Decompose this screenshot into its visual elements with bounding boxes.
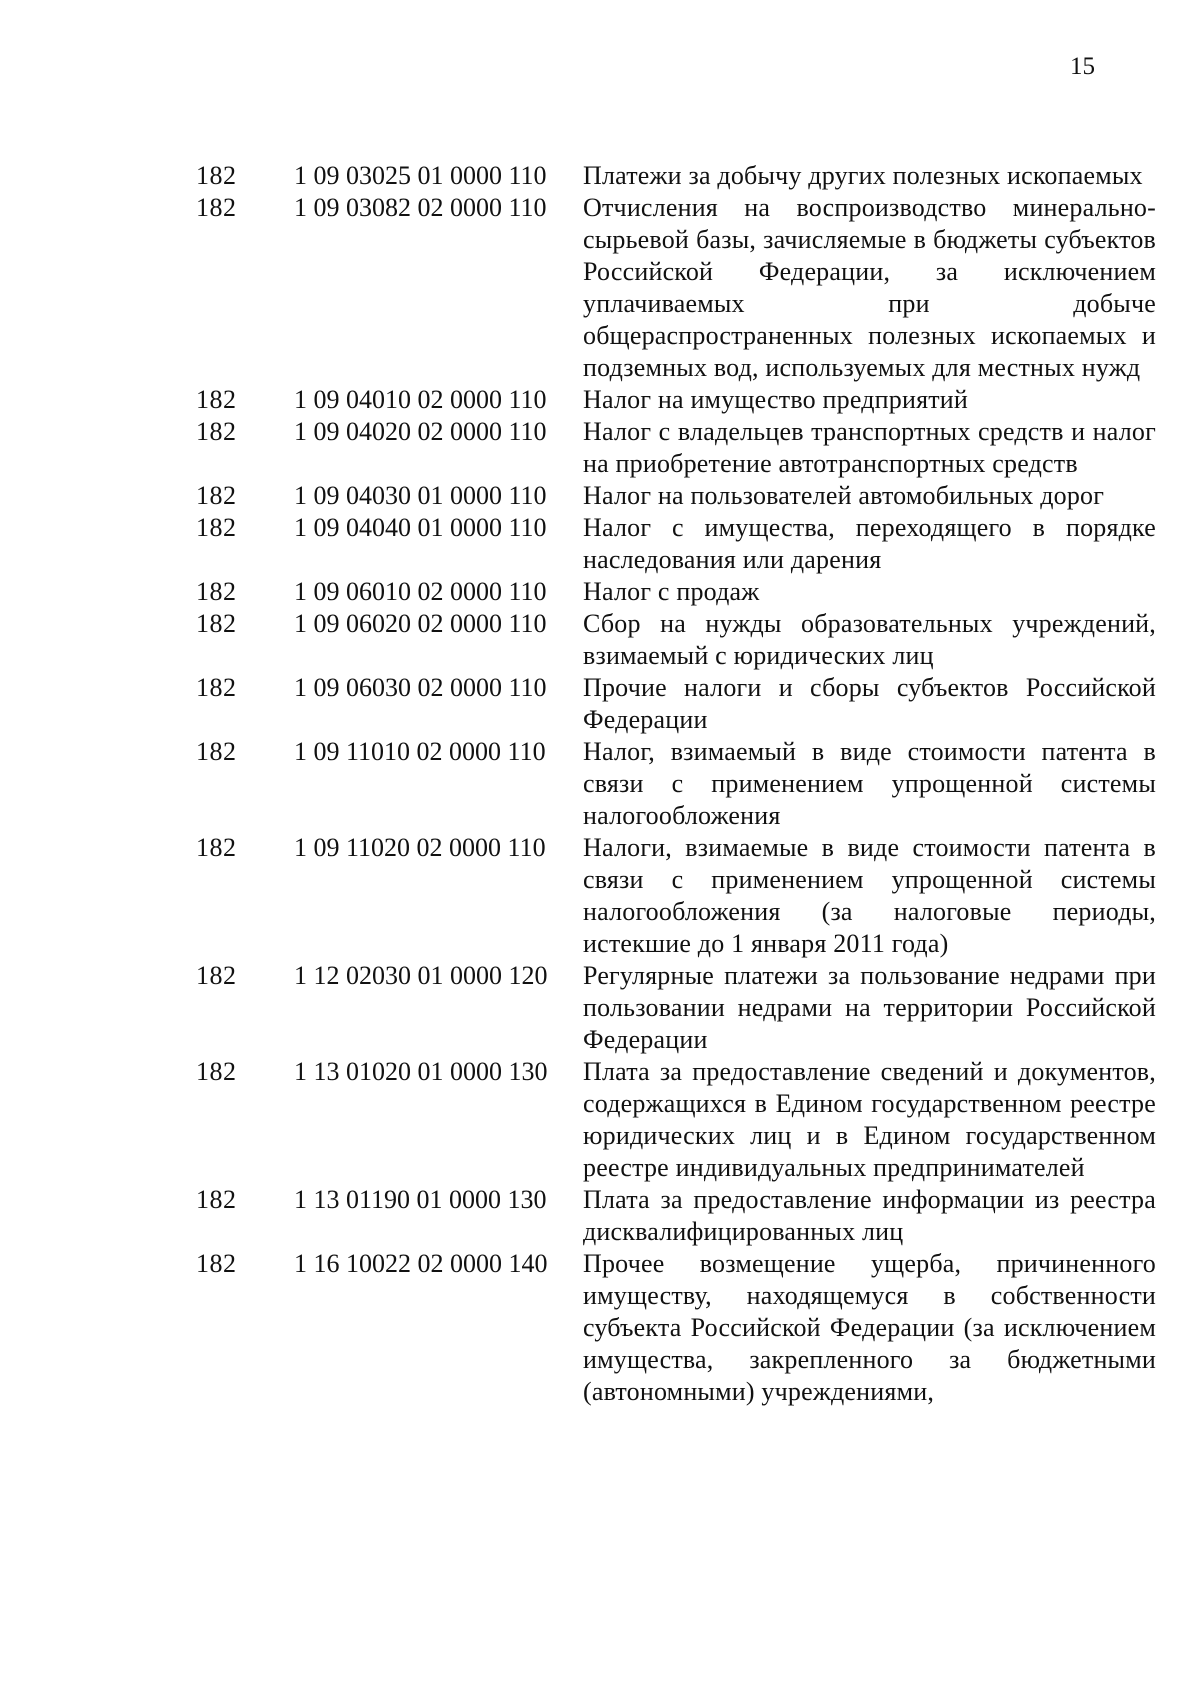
table-row: [0, 960, 1200, 1056]
admin-code: 182: [196, 161, 237, 190]
revenue-name: Плата за предоставление сведений и документов, содержащихся в Едином государственном реестре юридических лиц и в Едином государственном реестре индивидуальных предпринимателей: [583, 1057, 1156, 1182]
admin-code: 182: [196, 1057, 237, 1086]
revenue-name: Регулярные платежи за пользование недрами при пользовании недрами на территории Российской Федерации: [583, 961, 1156, 1054]
revenue-name: Платежи за добычу других полезных ископаемых: [583, 161, 1143, 190]
revenue-name: Налог с продаж: [583, 577, 760, 606]
admin-code: 182: [196, 833, 237, 862]
admin-code: 182: [196, 481, 237, 510]
table-row: [0, 832, 1200, 960]
admin-code: 182: [196, 193, 237, 222]
revenue-name: Сбор на нужды образовательных учреждений, взимаемый с юридических лиц: [583, 609, 1156, 670]
revenue-name: Прочее возмещение ущерба, причиненного имуществу, находящемуся в собственности субъекта Российской Федерации (за исключением имущества, закрепленного за бюджетными (автономными) учреждениями,: [583, 1249, 1156, 1406]
table-row: [0, 480, 1200, 512]
budget-classification-code: 1 09 04030 01 0000 110: [294, 481, 547, 510]
page-number: 15: [1070, 53, 1095, 80]
budget-classification-code: 1 16 10022 02 0000 140: [294, 1249, 548, 1278]
admin-code: 182: [196, 673, 237, 702]
revenue-name: Отчисления на воспроизводство минерально-сырьевой базы, зачисляемые в бюджеты субъектов Российской Федерации, за исключением уплачиваемых при добыче общераспространенных полезных ископаемых и подземных вод, используемых для местных нужд: [583, 193, 1156, 382]
budget-classification-code: 1 09 03025 01 0000 110: [294, 161, 547, 190]
admin-code: 182: [196, 609, 237, 638]
admin-code: 182: [196, 577, 237, 606]
admin-code: 182: [196, 1185, 237, 1214]
admin-code: 182: [196, 1249, 237, 1278]
revenue-name: Налог с владельцев транспортных средств и налог на приобретение автотранспортных средств: [583, 417, 1156, 478]
table-row: [0, 1056, 1200, 1184]
admin-code: 182: [196, 961, 237, 990]
budget-classification-code: 1 09 06020 02 0000 110: [294, 609, 547, 638]
budget-classification-code: 1 12 02030 01 0000 120: [294, 961, 548, 990]
admin-code: 182: [196, 513, 237, 542]
revenue-name: Налог на имущество предприятий: [583, 385, 969, 414]
table-row: [0, 192, 1200, 384]
budget-classification-code: 1 09 04020 02 0000 110: [294, 417, 547, 446]
table-row: [0, 608, 1200, 672]
budget-classification-code: 1 09 11010 02 0000 110: [294, 737, 546, 766]
table-row: [0, 384, 1200, 416]
table-row: [0, 416, 1200, 480]
budget-classification-code: 1 09 06030 02 0000 110: [294, 673, 547, 702]
revenue-name: Налог, взимаемый в виде стоимости патента в связи с применением упрощенной системы налогообложения: [583, 737, 1156, 830]
table-row: [0, 672, 1200, 736]
revenue-name: Плата за предоставление информации из реестра дисквалифицированных лиц: [583, 1185, 1156, 1246]
table-row: [0, 1248, 1200, 1408]
budget-classification-code: 1 13 01020 01 0000 130: [294, 1057, 548, 1086]
table-row: [0, 576, 1200, 608]
revenue-name: Налог на пользователей автомобильных дорог: [583, 481, 1105, 510]
admin-code: 182: [196, 417, 237, 446]
budget-classification-code: 1 09 03082 02 0000 110: [294, 193, 547, 222]
revenue-name: Налоги, взимаемые в виде стоимости патента в связи с применением упрощенной системы налогообложения (за налоговые периоды, истекшие до 1 января 2011 года): [583, 833, 1156, 958]
table-row: [0, 160, 1200, 192]
admin-code: 182: [196, 385, 237, 414]
budget-classification-code: 1 09 11020 02 0000 110: [294, 833, 546, 862]
budget-classification-code: 1 09 06010 02 0000 110: [294, 577, 547, 606]
table-row: [0, 512, 1200, 576]
budget-classification-code: 1 09 04010 02 0000 110: [294, 385, 547, 414]
revenue-name: Налог с имущества, переходящего в порядке наследования или дарения: [583, 513, 1156, 574]
admin-code: 182: [196, 737, 237, 766]
budget-classification-code: 1 13 01190 01 0000 130: [294, 1185, 547, 1214]
budget-classification-code: 1 09 04040 01 0000 110: [294, 513, 547, 542]
table-row: [0, 736, 1200, 832]
budget-code-table: [0, 160, 1200, 1408]
revenue-name: Прочие налоги и сборы субъектов Российской Федерации: [583, 673, 1156, 734]
table-row: [0, 1184, 1200, 1248]
